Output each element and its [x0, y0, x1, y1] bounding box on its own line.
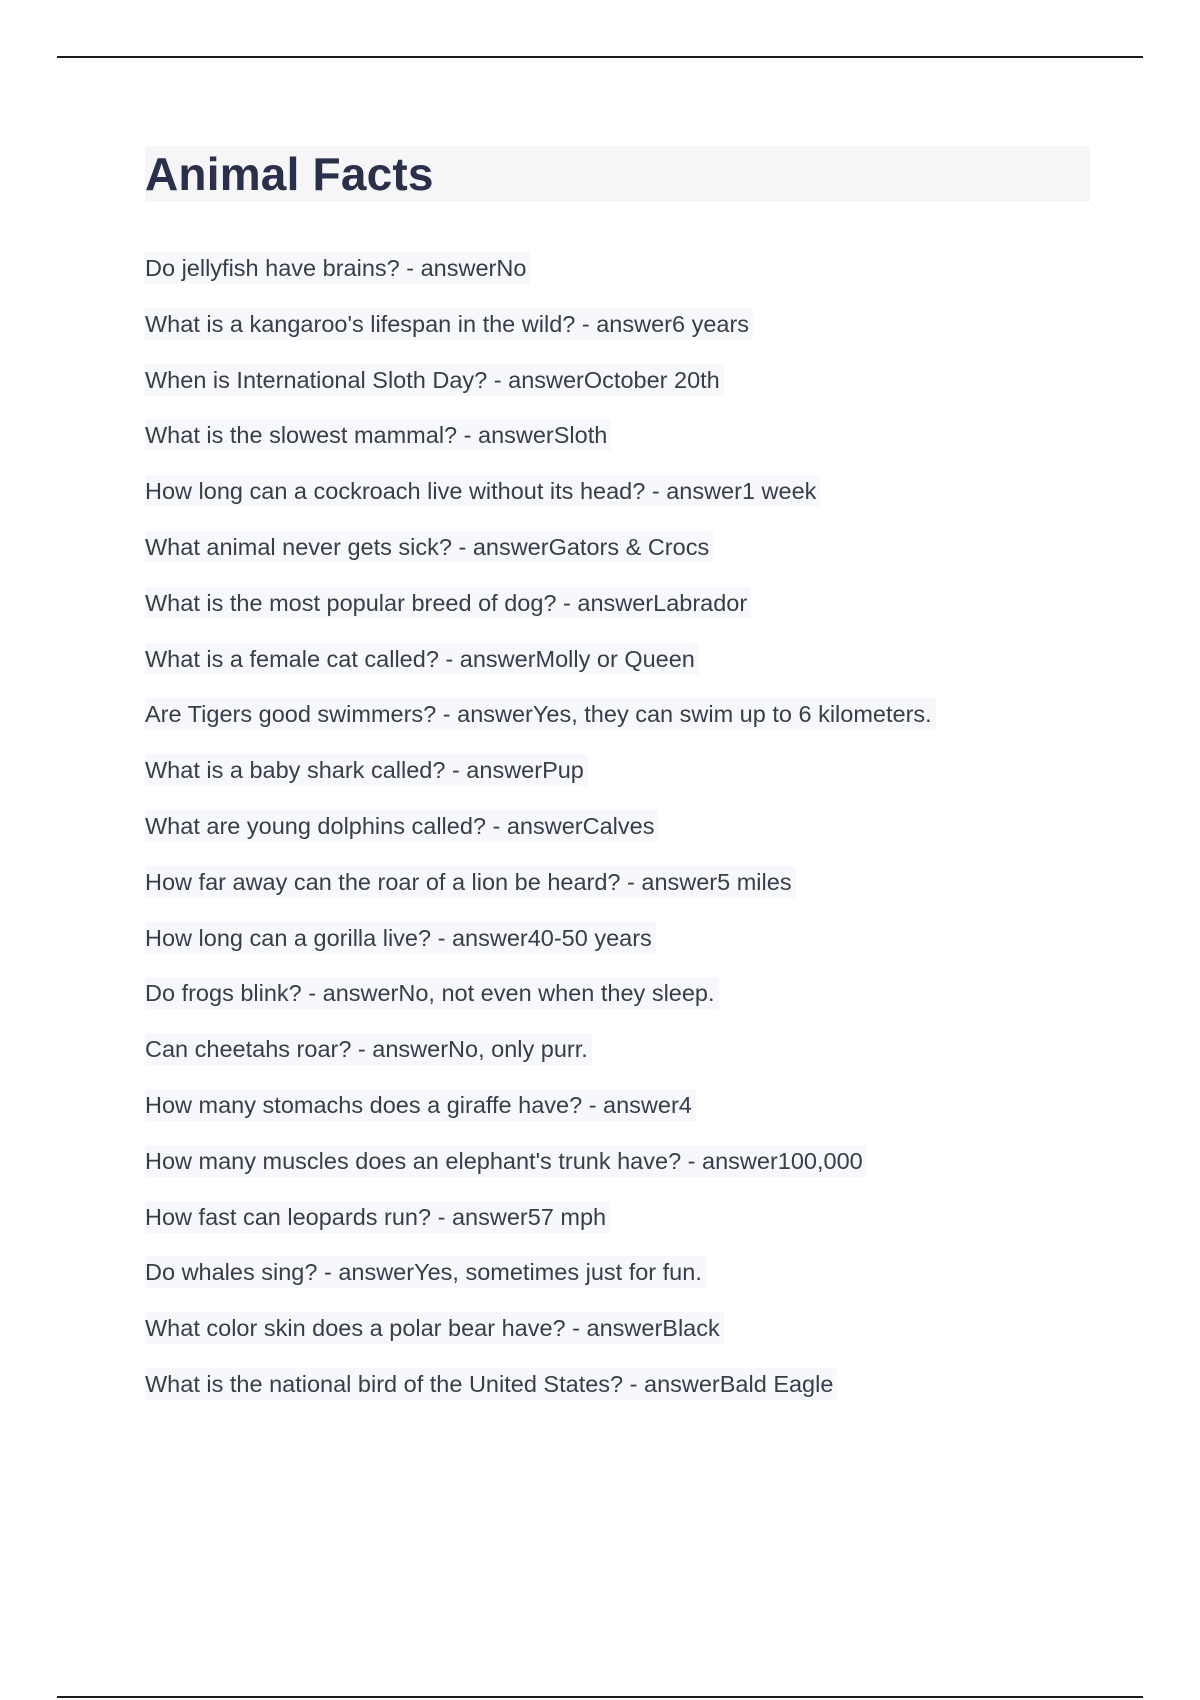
qa-text: What is a kangaroo's lifespan in the wild? - answer6 years: [145, 308, 753, 340]
list-item: [145, 1201, 936, 1257]
list-item: [145, 754, 936, 810]
list-item: [145, 475, 936, 531]
bottom-rule: [57, 1696, 1143, 1698]
list-item: [145, 531, 936, 587]
qa-text: Do jellyfish have brains? - answerNo: [145, 252, 530, 284]
list-item: [145, 810, 936, 866]
list-item: [145, 308, 936, 364]
qa-text: Can cheetahs roar? - answerNo, only purr.: [145, 1033, 592, 1065]
list-item: [145, 698, 936, 754]
qa-text: Are Tigers good swimmers? - answerYes, they can swim up to 6 kilometers.: [145, 698, 936, 730]
qa-text: How long can a cockroach live without its head? - answer1 week: [145, 475, 820, 507]
list-item: [145, 922, 936, 978]
qa-text: What is a baby shark called? - answerPup: [145, 754, 588, 786]
qa-text: Do frogs blink? - answerNo, not even when they sleep.: [145, 977, 719, 1009]
list-item: [145, 977, 936, 1033]
qa-text: What color skin does a polar bear have? - answerBlack: [145, 1312, 724, 1344]
list-item: [145, 1368, 936, 1424]
list-item: [145, 1312, 936, 1368]
list-item: [145, 643, 936, 699]
qa-text: Do whales sing? - answerYes, sometimes just for fun.: [145, 1256, 706, 1288]
qa-text: How long can a gorilla live? - answer40-50 years: [145, 922, 656, 954]
list-item: [145, 587, 936, 643]
list-item: [145, 1089, 936, 1145]
qa-text: What is the national bird of the United States? - answerBald Eagle: [145, 1368, 837, 1400]
list-item: [145, 1145, 936, 1201]
qa-list: [145, 252, 936, 1424]
qa-text: How far away can the roar of a lion be heard? - answer5 miles: [145, 866, 796, 898]
qa-text: How fast can leopards run? - answer57 mph: [145, 1201, 610, 1233]
page-title: Animal Facts: [145, 148, 434, 200]
qa-text: When is International Sloth Day? - answerOctober 20th: [145, 364, 724, 396]
list-item: [145, 1033, 936, 1089]
list-item: [145, 1256, 936, 1312]
qa-text: What is a female cat called? - answerMolly or Queen: [145, 643, 699, 675]
list-item: [145, 866, 936, 922]
qa-text: What are young dolphins called? - answerCalves: [145, 810, 658, 842]
qa-text: What is the most popular breed of dog? - answerLabrador: [145, 587, 751, 619]
qa-text: How many stomachs does a giraffe have? - answer4: [145, 1089, 696, 1121]
title-block: [145, 146, 1090, 202]
list-item: [145, 364, 936, 420]
qa-text: How many muscles does an elephant's trunk have? - answer100,000: [145, 1145, 867, 1177]
list-item: [145, 419, 936, 475]
qa-text: What is the slowest mammal? - answerSloth: [145, 419, 611, 451]
qa-text: What animal never gets sick? - answerGators & Crocs: [145, 531, 713, 563]
top-rule: [57, 56, 1143, 58]
list-item: [145, 252, 936, 308]
